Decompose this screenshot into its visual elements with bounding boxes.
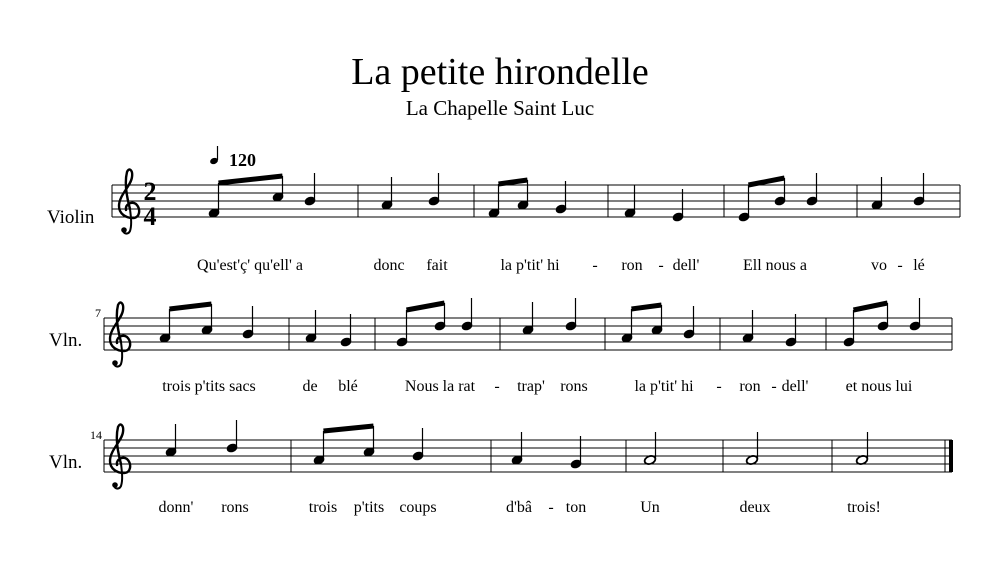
lyric: la p'tit' hi [500,257,560,274]
lyric: ron [621,257,643,274]
tempo-value: 120 [229,150,256,170]
notes-3 [165,420,868,469]
lyric: dell' [781,378,809,395]
lyric: Ell nous a [743,257,807,274]
lyric: Nous la rat [404,378,476,395]
score-title: La petite hirondelle [351,51,649,93]
lyric: donc [373,257,405,274]
lyric-hyphen: - [771,378,777,395]
lyric: de [302,378,318,395]
lyric: dell' [672,257,700,274]
instrument-name-2: Vln. [49,330,83,351]
lyric-hyphen: - [658,257,664,274]
lyric: trois! [847,499,881,516]
system-1 [47,146,960,274]
lyrics-3 [159,499,881,516]
lyric-hyphen: - [592,257,598,274]
system-3 [49,420,952,516]
tempo-marking [209,146,256,170]
time-signature-denominator: 4 [143,202,157,231]
lyric: trois p'tits sacs [162,378,256,395]
treble-clef-icon [110,425,130,489]
lyric: Un [640,499,660,516]
lyric: blé [338,378,358,395]
treble-clef-icon [119,170,139,234]
lyric: coups [399,499,437,516]
lyrics-1 [197,257,925,274]
lyric: donn' [158,499,194,516]
lyric-hyphen: - [716,378,722,395]
staff-lines-1 [112,185,960,217]
lyric: lé [913,257,925,274]
time-signature-numerator: 2 [143,177,157,206]
instrument-name-1: Violin [47,207,95,228]
lyric: fait [426,257,448,274]
lyric: rons [221,499,249,516]
lyric: d'bâ [506,499,532,516]
lyric: Qu'est'ç' qu'ell' a [197,257,303,274]
lyric-hyphen: - [897,257,903,274]
treble-clef-icon [110,303,130,367]
lyric: vo [871,257,887,274]
lyric-hyphen: - [548,499,554,516]
lyrics-2 [162,378,913,395]
notes-2 [159,298,921,347]
lyric: et nous lui [845,378,913,395]
lyric: deux [739,499,771,516]
instrument-name-3: Vln. [49,452,83,473]
lyric: trap' [517,378,545,395]
notes-1 [208,173,925,222]
measure-number: 7 [95,306,101,320]
lyric: ton [565,499,587,516]
lyric-hyphen: - [494,378,500,395]
lyric: trois [308,499,338,516]
system-2 [49,298,952,395]
lyric: rons [560,378,588,395]
lyric: la p'tit' hi [634,378,694,395]
lyric: p'tits [353,499,385,516]
score-subtitle: La Chapelle Saint Luc [405,96,595,120]
lyric: ron [739,378,761,395]
measure-number: 14 [90,428,102,442]
